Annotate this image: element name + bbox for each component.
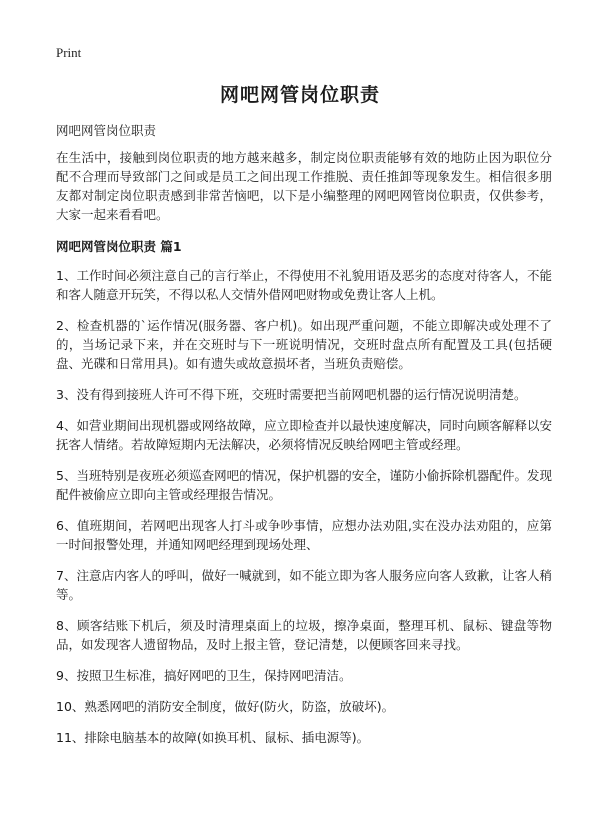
document-body (56, 121, 552, 759)
duty-item: 10、熟悉网吧的消防安全制度，做好(防火，防盗，放破坏)。 (56, 699, 395, 714)
intro-paragraph: 在生活中，接触到岗位职责的地方越来越多，制定岗位职责能够有效的地防止因为职位分配不合理而导致部门之间或是员工之间出现工作推脱、责任推卸等现象发生。相信很多朋友都对制定岗位职责感到非常苦恼吧，以下是小编整理的网吧网管岗位职责，仅供参考，大家一起来看看吧。 (56, 150, 552, 222)
duty-item: 4、如营业期间出现机器或网络故障，应立即检查并以最快速度解决，同时向顾客解释以安抚客人情绪。若故障短期内无法解决，必须将情况反映给网吧主管或经理。 (56, 418, 552, 452)
duty-item: 5、当班特别是夜班必须巡查网吧的情况，保护机器的安全，谨防小偷拆除机器配件。发现配件被偷应立即向主管或经理报告情况。 (56, 468, 552, 502)
duty-item: 2、检查机器的`运作情况(服务器、客户机)。如出现严重问题，不能立即解决或处理不了的，当场记录下来，并在交班时与下一班说明情况，交班时盘点所有配置及工具(包括硬盘、光碟和日常用具)。如有遗失或故意损坏者，当班负责赔偿。 (56, 318, 552, 371)
duty-item: 6、值班期间，若网吧出现客人打斗或争吵事情，应想办法劝阻,实在没办法劝阻的，应第一时间报警处理，并通知网吧经理到现场处理、 (56, 518, 552, 552)
page-title: 网吧网管岗位职责 (219, 84, 380, 106)
duty-item: 1、工作时间必须注意自己的言行举止，不得使用不礼貌用语及恶劣的态度对待客人，不能和客人随意开玩笑，不得以私人交情外借网吧财物或免费让客人上机。 (56, 268, 552, 302)
duty-item: 11、排除电脑基本的故障(如换耳机、鼠标、插电源等)。 (56, 730, 370, 745)
print-label: Print (56, 45, 82, 60)
duty-item: 8、顾客结账下机后，须及时清理桌面上的垃圾，擦净桌面，整理耳机、鼠标、键盘等物品，如发现客人遗留物品，及时上报主管，登记清楚，以便顾客回来寻找。 (56, 618, 552, 652)
duty-item: 3、没有得到接班人许可不得下班，交班时需要把当前网吧机器的运行情况说明清楚。 (56, 387, 527, 402)
document-subtitle: 网吧网管岗位职责 (56, 123, 157, 138)
section-heading: 网吧网管岗位职责 篇1 (56, 239, 182, 254)
duty-item: 9、按照卫生标准，搞好网吧的卫生，保持网吧清洁。 (56, 668, 352, 683)
duty-item: 7、注意店内客人的呼叫，做好一喊就到，如不能立即为客人服务应向客人致歉，让客人稍等。 (56, 568, 552, 602)
